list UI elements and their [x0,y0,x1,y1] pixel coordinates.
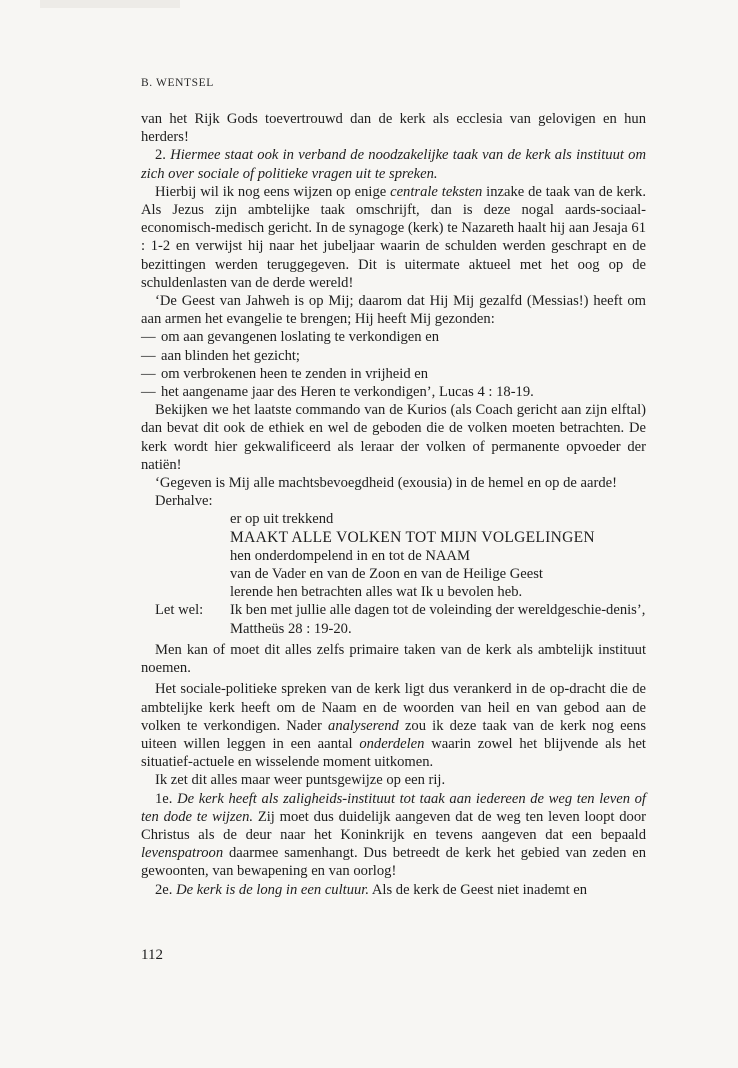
dash-line: — om verbrokenen heen te zenden in vrijheid en [141,365,429,382]
verse-line: hen onderdompelend in en tot de NAAM [230,547,470,564]
paragraph-10: Ik zet dit alles maar weer puntsgewijze op een rij. [155,772,446,789]
page-number: 112 [141,947,163,963]
dash-line: — het aangename jaar des Heren te verkondigen’, Lucas 4 : 18-19. [141,384,534,401]
verse-line: MAAKT ALLE VOLKEN TOT MIJN VOLGELINGEN [230,528,595,546]
paragraph-2: 2. Hiermee staat ook in verband de noodzakelijke taak van de kerk als instituut om zich over sociale of politieke vragen uit te spreken. [141,147,646,182]
paragraph-3: Hierbij wil ik nog eens wijzen op enige centrale teksten inzake de taak van de kerk. Als Jezus zijn ambtelijke taak omschrijft, dan is deze nogal aards-sociaal-economisch-medisch gericht. In de synagoge (kerk) te Nazareth haalt hij aan Jesaja 61 : 1-2 en verwijst hij naar het jubeljaar waarin de schulden werden geschrapt en de bezittingen werden teruggegeven. Dit is uitermate aktueel met het oog op de schuldenlasten van de derde wereld! [141,183,646,291]
point-1e: 1e. De kerk heeft als zaligheids-instituut tot taak aan iedereen de weg ten leven of ten dode te wijzen. Zij moet dus duidelijk aangeven dat de weg ten leven loopt door Christus als de deur naar het Koninkrijk en tevens aangeven dat een bepaald levenspatroon daarmee samenhangt. Dus betreedt de kerk het gebied van zeden en gewoonten, van bewapening en van oorlog! [141,790,646,880]
running-header: B. WENTSEL [141,77,214,89]
quote-lucas: ‘De Geest van Jahweh is op Mij; daarom dat Hij Mij gezalfd (Messias!) heeft om aan armen het evangelie te brengen; Hij heeft Mij gezonden: [141,293,646,328]
dash-line: — aan blinden het gezicht; [141,347,300,364]
verse-line: er op uit trekkend [230,511,334,528]
verse-line: van de Vader en van de Zoon en van de Heilige Geest [230,566,543,583]
dash-line: — om aan gevangenen loslating te verkondigen en [141,329,440,346]
paragraph: van het Rijk Gods toevertrouwd dan de kerk als ecclesia van gelovigen en hun herders! [141,111,646,146]
let-wel: Let wel: Ik ben met jullie alle dagen tot de voleinding der wereldgeschie-denis’, Mattheüs 28 : 19-20. [155,602,646,637]
paragraph-8: Men kan of moet dit alles zelfs primaire taken van de kerk als ambtelijk instituut noemen. [141,641,646,677]
scan-smudge [40,0,180,8]
quote-mattheus: ‘Gegeven is Mij alle machtsbevoegdheid (exousia) in de hemel en op de aarde! [155,475,617,492]
paragraph-5: Bekijken we het laatste commando van de Kurios (als Coach gericht aan zijn elftal) dan bevat dit ook de ethiek en wel de geboden die de volken moeten betrachten. De kerk wordt hier gekwalificeerd als leraar der volken of permanente opvoeder der natiën! [141,402,646,473]
body-text [141,110,646,899]
paragraph-9: Het sociale-politieke spreken van de kerk ligt dus verankerd in de op-dracht die de ambtelijke kerk heeft om de Naam en de woorden van heil en van gebod aan de volken te verkondigen. Nader analyserend zou ik deze taak van de kerk nog eens uiteen willen leggen in een aantal onderdelen waarin zowel het blijvende als het situatief-actuele en wisselende moment uitkomen. [141,681,646,771]
derhalve: Derhalve: [155,493,213,510]
verse-line: lerende hen betrachten alles wat Ik u bevolen heb. [230,584,523,601]
point-2e: 2e. De kerk is de long in een cultuur. Als de kerk de Geest niet inademt en [155,881,588,898]
